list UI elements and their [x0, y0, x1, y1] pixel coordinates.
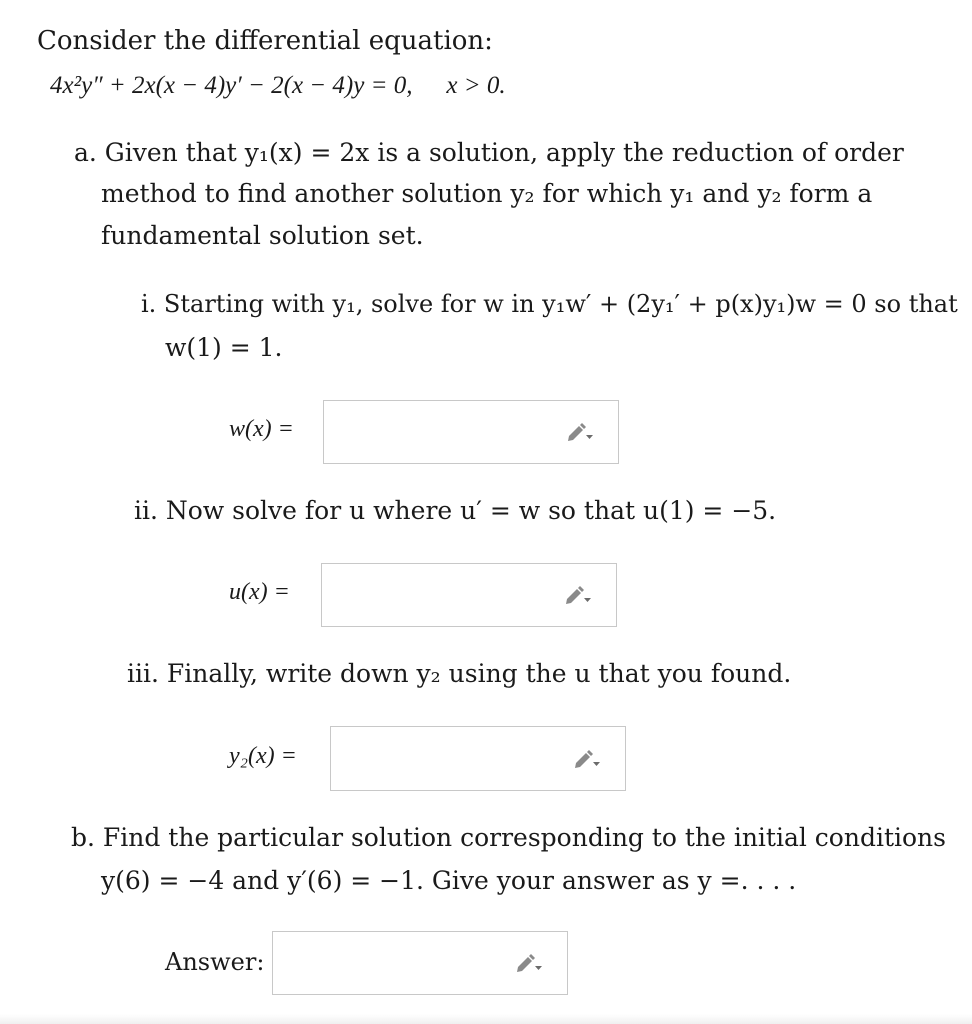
- step-i-line-1: i. Starting with y₁, solve for w in y₁w′ + (2y₁′ + p(x)y₁)w = 0 so that: [141, 290, 958, 318]
- y2-field-label: y₂(x) =: [229, 743, 297, 769]
- step-i-line-2: w(1) = 1.: [165, 333, 283, 362]
- differential-equation: 4x²y″ + 2x(x − 4)y′ − 2(x − 4)y = 0, x > 0.: [50, 72, 506, 99]
- w-answer-input[interactable]: [323, 400, 619, 464]
- answer-label: Answer:: [165, 948, 265, 976]
- bottom-scroll-shadow: [0, 1014, 972, 1024]
- step-iii-line-1: iii. Finally, write down y₂ using the u that you found.: [127, 659, 792, 688]
- part-a-line-3: fundamental solution set.: [101, 221, 424, 250]
- particular-solution-input[interactable]: [272, 931, 568, 995]
- step-ii-line-1: ii. Now solve for u where u′ = w so that u(1) = −5.: [134, 496, 777, 525]
- u-answer-input[interactable]: [321, 563, 617, 627]
- u-field-label: u(x) =: [229, 579, 290, 605]
- pencil-dropdown-icon[interactable]: [573, 748, 601, 770]
- y2-answer-input[interactable]: [330, 726, 626, 791]
- pencil-dropdown-icon[interactable]: [566, 421, 594, 443]
- part-a-line-1: a. Given that y₁(x) = 2x is a solution, apply the reduction of order: [74, 138, 904, 167]
- w-field-label: w(x) =: [229, 416, 294, 442]
- intro-text: Consider the differential equation:: [37, 26, 493, 56]
- pencil-dropdown-icon[interactable]: [515, 952, 543, 974]
- part-b-line-2: y(6) = −4 and y′(6) = −1. Give your answer as y =. . . .: [101, 866, 797, 895]
- part-b-line-1: b. Find the particular solution corresponding to the initial conditions: [71, 823, 946, 852]
- pencil-dropdown-icon[interactable]: [564, 584, 592, 606]
- part-a-line-2: method to find another solution y₂ for which y₁ and y₂ form a: [101, 179, 873, 208]
